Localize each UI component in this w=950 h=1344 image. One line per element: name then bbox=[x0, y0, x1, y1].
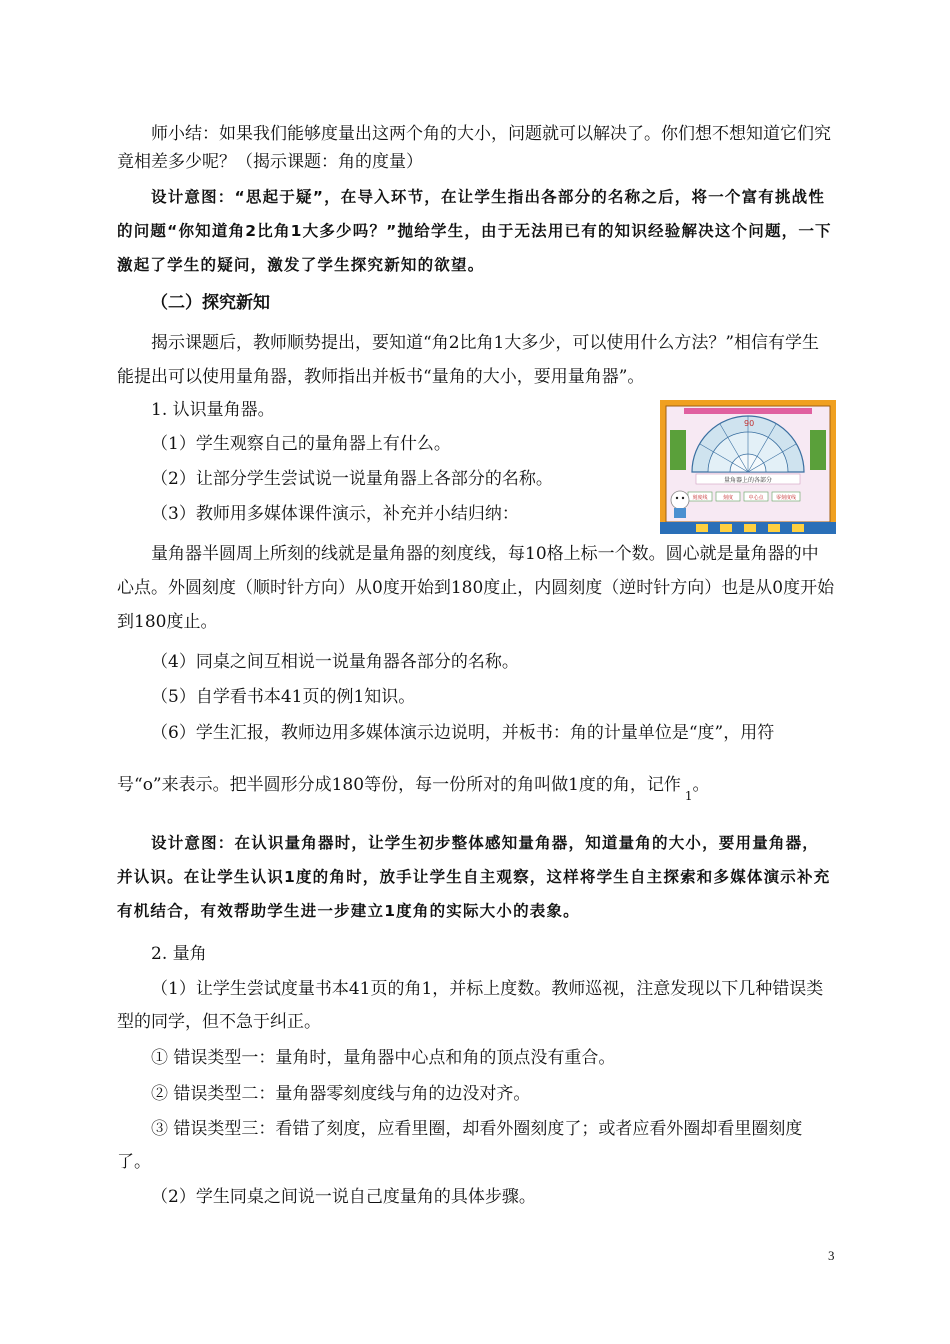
label-scale: 刻度 bbox=[722, 495, 734, 501]
step-1-item-1: （1）学生观察自己的量角器上有什么。 bbox=[151, 434, 451, 454]
degree-notation-one: 1 bbox=[684, 789, 693, 803]
courseware-title: 量角器上的各部分 bbox=[723, 477, 773, 484]
step-2-item-1: （1）让学生尝试度量书本41页的角1，并标上度数。教师巡视，注意发现以下几种错误类型的同学，但不急于纠正。 bbox=[117, 979, 824, 1032]
protractor-explanation: 量角器半圆周上所刻的线就是量角器的刻度线，每10格上标一个数。圆心就是量角器的中心点。外圆刻度（顺时针方向）从0度开始到180度止，内圆刻度（逆时针方向）也是从0度开始到180度止。 bbox=[117, 544, 835, 632]
step-2-item-2: （2）学生同桌之间说一说自己度量角的具体步骤。 bbox=[151, 1187, 536, 1207]
step-1-item-4: （4）同桌之间互相说一说量角器各部分的名称。 bbox=[151, 652, 519, 672]
label-center: 中心点 bbox=[748, 495, 764, 501]
page-number: 3 bbox=[828, 1248, 835, 1263]
side-panel-decoration bbox=[810, 430, 826, 470]
reveal-paragraph: 揭示课题后，教师顺势提出，要知道“角2比角1大多少，可以使用什么方法？”相信有学生能提出可以使用量角器，教师指出并板书“量角的大小，要用量角器”。 bbox=[117, 333, 820, 387]
error-type-3: ③ 错误类型三：看错了刻度，应看里圈，却看外圈刻度了；或者应看外圈却看里圈刻度了。 bbox=[117, 1119, 803, 1172]
error-type-2: ② 错误类型二：量角器零刻度线与角的边没对齐。 bbox=[151, 1084, 531, 1104]
teacher-summary: 师小结：如果我们能够度量出这两个角的大小，问题就可以解决了。你们想不想知道它们究竟相差多少呢？（揭示课题：角的度量） bbox=[117, 124, 831, 172]
degree-notation-dot: 。 bbox=[692, 775, 710, 795]
section-heading-explore: （二）探究新知 bbox=[151, 293, 270, 313]
protractor-illustration bbox=[660, 400, 836, 534]
step-1-item-6-line-1: （6）学生汇报，教师边用多媒体演示边说明，并板书：角的计量单位是“度”，用符 bbox=[151, 723, 775, 743]
step-1-item-6-line-2 bbox=[117, 774, 835, 803]
protractor-90-label: 90 bbox=[744, 419, 755, 428]
cartoon-character-icon bbox=[671, 491, 689, 509]
design-intent-1: 设计意图：“思起于疑”，在导入环节，在让学生指出各部分的名称之后，将一个富有挑战性的问题“你知道角2比角1大多少吗？”抛给学生，由于无法用已有的知识经验解决这个问题，一下激起了学生的疑问，激发了学生探究新知的欲望。 bbox=[117, 188, 832, 274]
step-1-item-3: （3）教师用多媒体课件演示，补充并小结归纳： bbox=[151, 504, 519, 524]
error-type-1: ① 错误类型一：量角时，量角器中心点和角的顶点没有重合。 bbox=[151, 1048, 616, 1068]
step-1-heading: 1. 认识量角器。 bbox=[151, 400, 275, 420]
label-zero-line: 零刻度线 bbox=[775, 495, 797, 501]
label-tick-lines: 刻度线 bbox=[692, 495, 708, 501]
protractor-courseware-image bbox=[660, 400, 836, 534]
step-1-item-5: （5）自学看书本41页的例1知识。 bbox=[151, 687, 416, 707]
design-intent-2: 设计意图：在认识量角器时，让学生初步整体感知量角器，知道量角的大小，要用量角器，并认识。在让学生认识1度的角时，放手让学生自主观察，这样将学生自主探索和多媒体演示补充有机结合，有效帮助学生进一步建立1度角的实际大小的表象。 bbox=[117, 834, 831, 920]
step-2-heading: 2. 量角 bbox=[151, 944, 207, 964]
degree-definition-text: 号“o”来表示。把半圆形分成180等份，每一份所对的角叫做1度的角，记作 bbox=[117, 775, 681, 795]
step-1-item-2: （2）让部分学生尝试说一说量角器上各部分的名称。 bbox=[151, 469, 553, 489]
